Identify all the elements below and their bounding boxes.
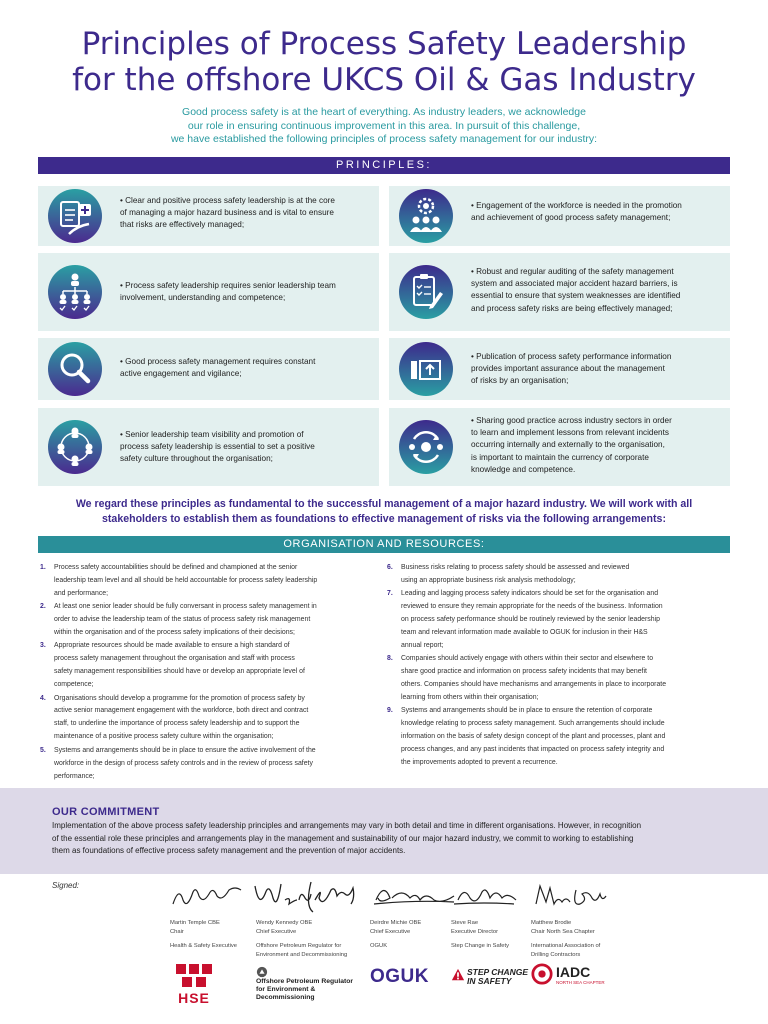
arrangement-line: information on the basis of safety design concept of the plant and processes, plant and (401, 733, 666, 741)
arrangement-number: 1. (40, 564, 46, 571)
arrangement-line: At least one senior leader should be fully conversant in process safety management in (54, 603, 317, 611)
opred-line-1: Offshore Petroleum Regulator (256, 978, 354, 985)
page-title (0, 26, 768, 98)
arrangement-line: order to advise the leadership team of the status of process safety risk management (54, 616, 311, 624)
org-line: OGUK (370, 943, 388, 949)
arrangement-line: process safety management throughout the organisation and staff with process (54, 655, 295, 663)
principle-card (38, 186, 379, 246)
arrangement-line: team and relevant information made available to OGUK for inclusion in their H&S (401, 629, 648, 637)
principle-card (38, 408, 379, 486)
opred-logo (256, 966, 366, 1002)
arrangement-line: Companies should actively engage with others within their sector and elsewhere to (401, 655, 654, 663)
arrangement-item (40, 745, 378, 784)
principle-text (120, 429, 371, 466)
commitment-line: of the essential role these principles and arrangements play in the management and sustainability of our major hazard industry, we commit to working to establishing (52, 833, 634, 843)
crest-icon (256, 966, 268, 978)
principle-line: provides important assurance about the management (471, 364, 665, 374)
arrangement-line: performance; (54, 772, 95, 780)
principle-line: is important to maintain the currency of corporate (471, 452, 649, 462)
principle-line: active engagement and vigilance; (120, 369, 242, 379)
principle-line: of risks by an organisation; (471, 376, 569, 386)
arrangement-number: 7. (387, 590, 393, 598)
principle-line: • Publication of process safety performance information (471, 352, 672, 361)
signatory (370, 919, 421, 936)
principle-line: • Robust and regular auditing of the safety management (471, 267, 674, 276)
signatory-org (370, 942, 387, 951)
magnifier-icon (45, 339, 105, 399)
sharing-cycle-icon (396, 417, 456, 477)
arrangement-line: knowledge relating to process safety management. Such arrangements should include (401, 720, 665, 728)
signatory-role: Executive Director (451, 928, 499, 935)
arrangement-line: on process safety performance should be routinely reviewed by the senior leadership (401, 616, 660, 624)
principle-line: and achievement of good process safety management; (471, 213, 671, 223)
commitment-text (52, 820, 742, 858)
iadc-emblem-icon (531, 963, 553, 985)
signatory (531, 919, 595, 936)
arrangement-number: 9. (387, 707, 393, 715)
signatory-role: Chief Executive (256, 928, 297, 935)
arrangement-line: and performance; (54, 589, 109, 597)
arrangement-line: learning from others within their organisation; (401, 694, 539, 702)
signatory-org (451, 942, 509, 951)
regard-line: stakeholders to establish them as foundations to effective management of risks via the following arrangements: (102, 513, 666, 525)
signatory-role: Chair (170, 928, 184, 935)
title-line-2: for the offshore UKCS Oil & Gas Industry (72, 62, 696, 98)
principle-text (471, 266, 722, 315)
hse-text: HSE (178, 990, 210, 1006)
arrangement-line: maintenance of a positive process safety culture within the organisation; (54, 733, 274, 741)
arrangement-line: Systems and arrangements should be in place to ensure the active involvement of the (54, 746, 316, 754)
principle-text (471, 415, 722, 476)
upload-document-icon (396, 339, 456, 399)
principle-line: • Good process safety management requires constant (120, 357, 316, 366)
org-line: Offshore Petroleum Regulator for (256, 943, 342, 949)
arrangement-item (40, 640, 378, 692)
arrangements-right (387, 562, 725, 771)
arrangement-line: others. Companies should have mechanisms and arrangements in place to incorporate (401, 681, 667, 689)
hse-emblem-icon (174, 962, 214, 990)
iadc-subtext: NORTH SEA CHAPTER (556, 980, 605, 985)
arrangement-line: within the organisation and of the process safety implications of their decisions; (54, 629, 295, 637)
arrangement-line: workforce in the design of process safety controls and in the review of process safety (54, 759, 313, 767)
signature-steve-rae (452, 880, 542, 914)
arrangement-number: 5. (40, 746, 46, 754)
arrangement-number: 4. (40, 694, 46, 702)
intro-line: Good process safety is at the heart of everything. As industry leaders, we acknowledge (182, 106, 586, 118)
org-line: Health & Safety Executive (170, 943, 238, 949)
arrangement-number: 6. (387, 564, 393, 571)
principle-card (389, 408, 730, 486)
signature-deirdre-michie (370, 880, 460, 914)
principle-line: • Process safety leadership requires senior leadership team (120, 281, 336, 290)
signatory-org (256, 942, 347, 959)
org-line: International Association of (531, 943, 601, 949)
arrangement-line: Systems and arrangements should be in place to ensure the retention of corporate (401, 707, 653, 715)
principles-header: PRINCIPLES: (38, 157, 730, 174)
principle-line: system and associated major accident hazard barriers, is (471, 279, 678, 289)
principle-card (389, 338, 730, 400)
principle-text (120, 195, 371, 232)
warning-triangle-icon (451, 968, 465, 982)
arrangement-item (387, 653, 725, 705)
principle-text (120, 356, 371, 380)
audit-clipboard-icon (396, 262, 456, 322)
arrangement-item (40, 562, 378, 601)
signatory-org (531, 942, 600, 959)
signed-label: Signed: (52, 881, 80, 890)
signatory (451, 919, 498, 936)
commitment-line: them as foundations of effective process safety management and the prevention of major accidents. (52, 846, 406, 856)
signatory-name: Wendy Kennedy OBE (256, 920, 313, 926)
principle-line: process safety leadership is essential to set a positive (120, 442, 315, 452)
arrangement-item (387, 705, 725, 770)
title-line-1: Principles of Process Safety Leadership (81, 26, 687, 62)
signatory (170, 919, 220, 936)
arrangement-number: 3. (40, 642, 46, 650)
arrangement-line: safety management responsibilities should have or develop an appropriate level of (54, 668, 305, 676)
arrangement-line: the improvements adopted to prevent a recurrence. (401, 759, 558, 767)
arrangement-line: Organisations should develop a programme for the promotion of process safety by (54, 694, 305, 702)
org-line: Drilling Contractors (531, 951, 581, 958)
arrangement-line: staff, to underline the importance of process safety leadership and to support the (54, 720, 300, 728)
commitment-section (0, 788, 768, 874)
arrangement-line: Process safety accountabilities should be defined and championed at the senior (54, 564, 298, 571)
principle-card (38, 253, 379, 331)
signatory-name: Deirdre Michie OBE (370, 920, 422, 926)
arrangement-item (40, 693, 378, 745)
org-line: Step Change in Safety (451, 943, 510, 949)
arrangement-number: 2. (40, 603, 46, 611)
arrangement-line: active senior management engagement with the workforce, both direct and contract (54, 707, 309, 715)
oguk-logo: OGUK (370, 966, 429, 987)
signatory-name: Matthew Brodie (531, 920, 572, 926)
commitment-line: Implementation of the above process safety leadership principles and arrangements may vary in both detail and time in different organisations. However, in recognition (52, 821, 642, 830)
org-line: Environment and Decommissioning (256, 951, 348, 958)
arrangement-line: Leading and lagging process safety indicators should be set for the organisation and (401, 590, 659, 598)
arrangement-line: process changes, and any past incidents that impacted on process safety integrity and (401, 746, 665, 754)
org-chart-icon (45, 262, 105, 322)
intro-line: our role in ensuring continuous improvement in this area. In pursuit of this challenge, (187, 119, 581, 132)
principle-line: • Engagement of the workforce is needed in the promotion (471, 201, 682, 210)
arrangements-left (40, 562, 378, 784)
step-change-line-2: IN SAFETY (467, 976, 512, 986)
arrangement-line: Appropriate resources should be made available to ensure a high standard of (54, 642, 290, 650)
principle-card (389, 253, 730, 331)
iadc-text: IADC (556, 964, 591, 980)
signatory-role: Chief Executive (370, 928, 411, 935)
signature-martin-temple (168, 880, 258, 914)
principle-line: • Clear and positive process safety leadership is at the core (120, 196, 335, 205)
principle-line: involvement, understanding and competence; (120, 293, 286, 303)
signature-matthew-brodie (530, 880, 620, 914)
regard-line: We regard these principles as fundamental to the successful management of a major hazard industry. We will work with all (75, 498, 693, 510)
principle-text (471, 200, 722, 224)
signature-wendy-kennedy (250, 876, 362, 916)
organisation-header: ORGANISATION AND RESOURCES: (38, 536, 730, 553)
signatory-name: Martin Temple CBE (170, 920, 220, 926)
arrangement-line: leadership team level and all should be held accountable for process safety leadership (54, 576, 318, 584)
principle-line: knowledge and competence. (471, 464, 576, 474)
signatory (256, 919, 312, 936)
signatory-name: Steve Rae (451, 920, 479, 926)
intro-line: we have established the following principles of process safety management for our industry: (170, 133, 598, 145)
principle-text (471, 351, 722, 388)
intro-text (60, 106, 708, 147)
arrangement-item (387, 562, 725, 588)
clipboard-medical-icon (45, 186, 105, 246)
arrangement-number: 8. (387, 655, 393, 663)
arrangement-line: Business risks relating to process safety should be assessed and reviewed (401, 564, 630, 571)
gear-people-icon (396, 186, 456, 246)
arrangement-line: reviewed to ensure they remain appropriate for the needs of the business. Information (401, 603, 663, 611)
principle-line: • Senior leadership team visibility and promotion of (120, 430, 304, 439)
arrangement-line: share good practice and information on process safety incidents that may benefit (401, 668, 647, 676)
team-circle-icon (45, 417, 105, 477)
signatory-role: Chair North Sea Chapter (531, 928, 595, 935)
arrangement-line: using an appropriate business risk analysis methodology; (401, 576, 576, 584)
principle-text (120, 280, 371, 304)
arrangement-line: annual report; (401, 641, 444, 649)
regard-statement (44, 497, 724, 527)
principle-line: of managing a major hazard business and is vital to ensure (120, 208, 334, 218)
arrangement-line: competence; (54, 681, 94, 689)
principle-line: essential to ensure that system weaknesses are identified (471, 291, 681, 301)
principle-card (389, 186, 730, 246)
signatory-org (170, 942, 237, 951)
arrangement-item (40, 601, 378, 640)
principle-card (38, 338, 379, 400)
principle-line: safety culture throughout the organisation; (120, 454, 273, 464)
opred-line-2: for Environment & Decommissioning (256, 986, 316, 1001)
hse-logo (172, 962, 216, 1006)
principle-line: to learn and implement lessons from relevant incidents (471, 428, 669, 438)
principle-line: • Sharing good practice across industry sectors in order (471, 416, 672, 425)
arrangement-item (387, 588, 725, 653)
principle-line: that risks are effectively managed; (120, 220, 245, 230)
principle-line: occurring internally and externally to the organisation, (471, 440, 665, 450)
commitment-heading: OUR COMMITMENT (52, 806, 160, 818)
step-change-line-1: STEP CHANGE (467, 967, 529, 977)
principle-line: and process safety risks are being effectively managed; (471, 303, 673, 313)
